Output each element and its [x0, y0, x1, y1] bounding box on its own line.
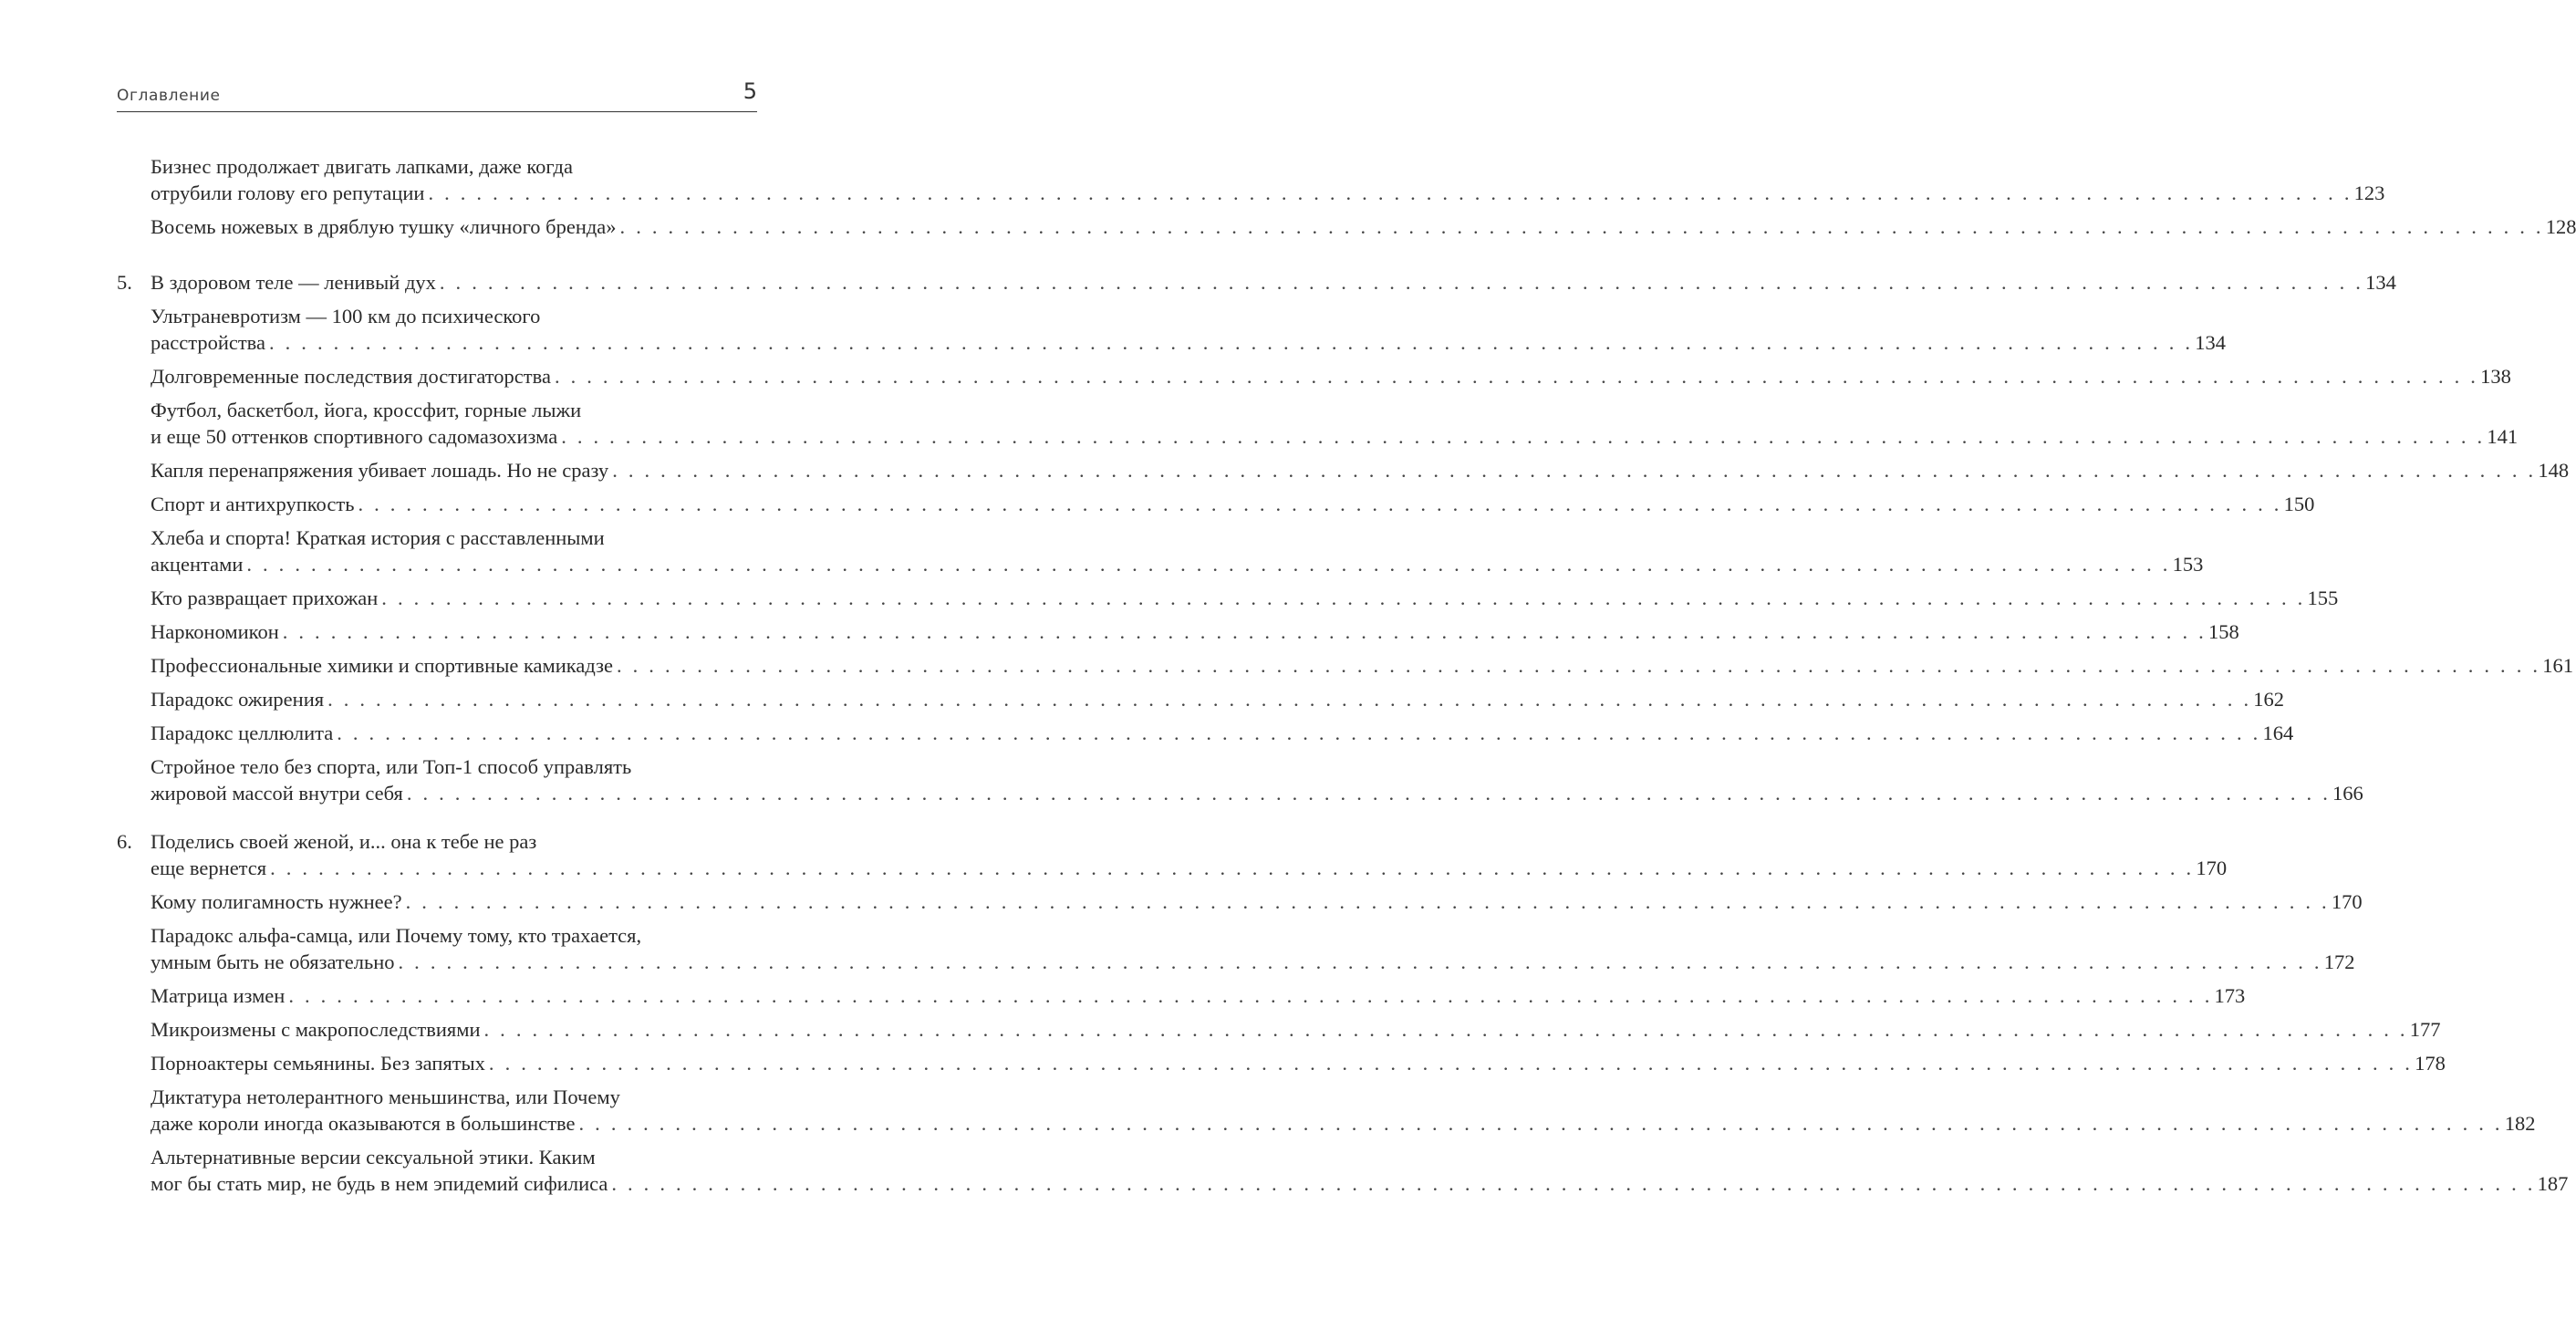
dot-leader: . . . . . . . . . . . . . . . . . . . . . . . . . . . . . . . . . . . . . . . . . . . . . . . . . . . . . . . . . . . . . . . . . . . . . . . . . . . . . . . . . . . . . . . . . . . . . . . . . . . . . . . . . . . . . . . . . . . . . . . . — [439, 271, 2364, 294]
toc-entry-title: Кому полигамность нужнее? — [151, 890, 402, 913]
toc-page-number: 172 — [2323, 950, 2355, 973]
toc-entry-title: Парадокс альфа-самца, или Почему тому, кто трахается, — [151, 924, 642, 947]
toc-entry — [117, 213, 2576, 240]
toc-entry-title: мог бы стать мир, не будь в нем эпидемий сифилиса — [151, 1172, 608, 1195]
dot-leader: . . . . . . . . . . . . . . . . . . . . . . . . . . . . . . . . . . . . . . . . . . . . . . . . . . . . . . . . . . . . . . . . . . . . . . . . . . . . . . . . . . . . . . . . . . . . . . . . . . . . . . . . . . . . . . . . . . . . . . . . — [288, 984, 2213, 1007]
toc-entry-title: еще вернется — [151, 857, 267, 879]
toc-page-number: 134 — [2365, 271, 2396, 294]
dot-leader: . . . . . . . . . . . . . . . . . . . . . . . . . . . . . . . . . . . . . . . . . . . . . . . . . . . . . . . . . . . . . . . . . . . . . . . . . . . . . . . . . . . . . . . . . . . . . . . . . . . . . . . . . . . . . . . . . . . . . . . . — [611, 1172, 2536, 1195]
dot-leader: . . . . . . . . . . . . . . . . . . . . . . . . . . . . . . . . . . . . . . . . . . . . . . . . . . . . . . . . . . . . . . . . . . . . . . . . . . . . . . . . . . . . . . . . . . . . . . . . . . . . . . . . . . . . . . . . . . . . . . . . — [554, 365, 2479, 388]
toc-entry — [117, 720, 2294, 746]
toc-entry-title: Кто развращает прихожан — [151, 587, 379, 609]
toc-entry-title: Стройное тело без спорта, или Топ-1 способ управлять — [151, 755, 632, 778]
chapter-number: 6. — [117, 830, 132, 853]
dot-leader: . . . . . . . . . . . . . . . . . . . . . . . . . . . . . . . . . . . . . . . . . . . . . . . . . . . . . . . . . . . . . . . . . . . . . . . . . . . . . . . . . . . . . . . . . . . . . . . . . . . . . . . . . . . . . . . . . . . . . . . . — [270, 857, 2195, 879]
dot-leader: . . . . . . . . . . . . . . . . . . . . . . . . . . . . . . . . . . . . . . . . . . . . . . . . . . . . . . . . . . . . . . . . . . . . . . . . . . . . . . . . . . . . . . . . . . . . . . . . . . . . . . . . . . . . . . . . . . . . . . . . — [398, 950, 2322, 973]
dot-leader: . . . . . . . . . . . . . . . . . . . . . . . . . . . . . . . . . . . . . . . . . . . . . . . . . . . . . . . . . . . . . . . . . . . . . . . . . . . . . . . . . . . . . . . . . . . . . . . . . . . . . . . . . . . . . . . . . . . . . . . . — [617, 654, 2541, 677]
toc-entry — [117, 153, 2385, 206]
toc-page-number: 141 — [2487, 425, 2519, 448]
running-header — [117, 80, 757, 112]
toc-page-number: 123 — [2353, 182, 2385, 204]
dot-leader: . . . . . . . . . . . . . . . . . . . . . . . . . . . . . . . . . . . . . . . . . . . . . . . . . . . . . . . . . . . . . . . . . . . . . . . . . . . . . . . . . . . . . . . . . . . . . . . . . . . . . . . . . . . . . . . . . . . . . . . . — [488, 1052, 2414, 1075]
toc-entry-title: и еще 50 оттенков спортивного садомазохизма — [151, 425, 558, 448]
toc-entry-title: Матрица измен — [151, 984, 286, 1007]
toc-entry-title: Капля перенапряжения убивает лошадь. Но не сразу — [151, 459, 609, 482]
toc-page-number: 128 — [2545, 215, 2576, 238]
toc-entry — [117, 618, 2239, 645]
dot-leader: . . . . . . . . . . . . . . . . . . . . . . . . . . . . . . . . . . . . . . . . . . . . . . . . . . . . . . . . . . . . . . . . . . . . . . . . . . . . . . . . . . . . . . . . . . . . . . . . . . . . . . . . . . . . . . . . . . . . . . . . — [337, 722, 2261, 744]
toc-chapter — [117, 269, 2573, 806]
toc-entry — [117, 1084, 2536, 1137]
chapter-number: 5. — [117, 271, 132, 294]
toc-chapter-continued — [117, 153, 2576, 240]
toc-entry-title: Наркономикон — [151, 620, 279, 643]
dot-leader: . . . . . . . . . . . . . . . . . . . . . . . . . . . . . . . . . . . . . . . . . . . . . . . . . . . . . . . . . . . . . . . . . . . . . . . . . . . . . . . . . . . . . . . . . . . . . . . . . . . . . . . . . . . . . . . . . . . . . . . . — [483, 1018, 2408, 1041]
dot-leader: . . . . . . . . . . . . . . . . . . . . . . . . . . . . . . . . . . . . . . . . . . . . . . . . . . . . . . . . . . . . . . . . . . . . . . . . . . . . . . . . . . . . . . . . . . . . . . . . . . . . . . . . . . . . . . . . . . . . . . . . — [269, 331, 2194, 354]
toc-page-number: 155 — [2307, 587, 2339, 609]
toc-page-number: 178 — [2415, 1052, 2446, 1075]
toc-entry-title: Долговременные последствия достигаторства — [151, 365, 551, 388]
toc-entry — [117, 457, 2570, 483]
toc-page-number: 138 — [2480, 365, 2511, 388]
toc-page-number: 134 — [2195, 331, 2226, 354]
toc-page-number: 177 — [2409, 1018, 2441, 1041]
dot-leader: . . . . . . . . . . . . . . . . . . . . . . . . . . . . . . . . . . . . . . . . . . . . . . . . . . . . . . . . . . . . . . . . . . . . . . . . . . . . . . . . . . . . . . . . . . . . . . . . . . . . . . . . . . . . . . . . . . . . . . . . — [405, 890, 2330, 913]
dot-leader: . . . . . . . . . . . . . . . . . . . . . . . . . . . . . . . . . . . . . . . . . . . . . . . . . . . . . . . . . . . . . . . . . . . . . . . . . . . . . . . . . . . . . . . . . . . . . . . . . . . . . . . . . . . . . . . . . . . . . . . . — [619, 215, 2544, 238]
toc-page-number: 150 — [2283, 493, 2315, 515]
dot-leader: . . . . . . . . . . . . . . . . . . . . . . . . . . . . . . . . . . . . . . . . . . . . . . . . . . . . . . . . . . . . . . . . . . . . . . . . . . . . . . . . . . . . . . . . . . . . . . . . . . . . . . . . . . . . . . . . . . . . . . . . — [381, 587, 2306, 609]
toc-entry — [117, 1144, 2569, 1197]
toc-entry — [117, 585, 2339, 611]
toc-entry-title: умным быть не обязательно — [151, 950, 395, 973]
toc-entry — [117, 1016, 2441, 1043]
toc-entry — [117, 888, 2363, 915]
toc-entry — [117, 491, 2315, 517]
running-header-title: Оглавление — [117, 87, 221, 105]
page-number: 5 — [743, 78, 757, 104]
toc-page-number: 161 — [2542, 654, 2573, 677]
toc-entry — [117, 363, 2511, 390]
toc-entry — [117, 1050, 2446, 1076]
toc-entry — [117, 525, 2204, 577]
dot-leader: . . . . . . . . . . . . . . . . . . . . . . . . . . . . . . . . . . . . . . . . . . . . . . . . . . . . . . . . . . . . . . . . . . . . . . . . . . . . . . . . . . . . . . . . . . . . . . . . . . . . . . . . . . . . . . . . . . . . . . . . — [282, 620, 2207, 643]
toc-entry-title: Хлеба и спорта! Краткая история с расставленными — [151, 526, 605, 549]
toc-entry — [117, 269, 2396, 296]
toc-entry-title: даже короли иногда оказываются в большинстве — [151, 1112, 576, 1135]
dot-leader: . . . . . . . . . . . . . . . . . . . . . . . . . . . . . . . . . . . . . . . . . . . . . . . . . . . . . . . . . . . . . . . . . . . . . . . . . . . . . . . . . . . . . . . . . . . . . . . . . . . . . . . . . . . . . . . . . . . . . . . . — [561, 425, 2486, 448]
toc-page-number: 148 — [2538, 459, 2570, 482]
toc-entry-title: Диктатура нетолерантного меньшинства, или Почему — [151, 1086, 620, 1108]
toc-entry-title: отрубили голову его репутации — [151, 182, 425, 204]
toc-page-number: 164 — [2262, 722, 2294, 744]
toc-entry-title: Микроизмены с макропоследствиями — [151, 1018, 481, 1041]
dot-leader: . . . . . . . . . . . . . . . . . . . . . . . . . . . . . . . . . . . . . . . . . . . . . . . . . . . . . . . . . . . . . . . . . . . . . . . . . . . . . . . . . . . . . . . . . . . . . . . . . . . . . . . . . . . . . . . . . . . . . . . . — [612, 459, 2537, 482]
toc-entry — [117, 922, 2355, 975]
toc-entry — [117, 828, 2228, 881]
toc-entry — [117, 303, 2226, 356]
dot-leader: . . . . . . . . . . . . . . . . . . . . . . . . . . . . . . . . . . . . . . . . . . . . . . . . . . . . . . . . . . . . . . . . . . . . . . . . . . . . . . . . . . . . . . . . . . . . . . . . . . . . . . . . . . . . . . . . . . . . . . . . — [578, 1112, 2503, 1135]
toc-entry-title: В здоровом теле — ленивый дух — [151, 271, 436, 294]
toc-entry-title: жировой массой внутри себя — [151, 782, 403, 805]
toc-page-number: 187 — [2537, 1172, 2569, 1195]
toc-entry — [117, 397, 2519, 450]
toc-chapter — [117, 828, 2569, 1197]
toc-entry-title: Восемь ножевых в дряблую тушку «личного бренда» — [151, 215, 617, 238]
dot-leader: . . . . . . . . . . . . . . . . . . . . . . . . . . . . . . . . . . . . . . . . . . . . . . . . . . . . . . . . . . . . . . . . . . . . . . . . . . . . . . . . . . . . . . . . . . . . . . . . . . . . . . . . . . . . . . . . . . . . . . . . — [246, 553, 2171, 576]
toc-entry-title: Спорт и антихрупкость — [151, 493, 355, 515]
toc-page-number: 170 — [2196, 857, 2228, 879]
dot-leader: . . . . . . . . . . . . . . . . . . . . . . . . . . . . . . . . . . . . . . . . . . . . . . . . . . . . . . . . . . . . . . . . . . . . . . . . . . . . . . . . . . . . . . . . . . . . . . . . . . . . . . . . . . . . . . . . . . . . . . . . — [358, 493, 2282, 515]
toc-entry-title: Поделись своей женой, и... она к тебе не раз — [151, 830, 537, 853]
toc-entry — [117, 982, 2246, 1009]
toc-entry — [117, 686, 2285, 712]
toc-page-number: 166 — [2332, 782, 2363, 805]
table-of-contents — [117, 153, 2576, 1219]
toc-entry-title: Парадокс целлюлита — [151, 722, 334, 744]
toc-entry-title: Ультраневротизм — 100 км до психического — [151, 305, 541, 327]
toc-page-number: 162 — [2253, 688, 2285, 711]
toc-entry-title: Парадокс ожирения — [151, 688, 325, 711]
toc-entry — [117, 652, 2573, 679]
toc-entry-title: Профессиональные химики и спортивные камикадзе — [151, 654, 613, 677]
dot-leader: . . . . . . . . . . . . . . . . . . . . . . . . . . . . . . . . . . . . . . . . . . . . . . . . . . . . . . . . . . . . . . . . . . . . . . . . . . . . . . . . . . . . . . . . . . . . . . . . . . . . . . . . . . . . . . . . . . . . . . . . — [428, 182, 2353, 204]
toc-entry-title: Футбол, баскетбол, йога, кроссфит, горные лыжи — [151, 399, 582, 421]
dot-leader: . . . . . . . . . . . . . . . . . . . . . . . . . . . . . . . . . . . . . . . . . . . . . . . . . . . . . . . . . . . . . . . . . . . . . . . . . . . . . . . . . . . . . . . . . . . . . . . . . . . . . . . . . . . . . . . . . . . . . . . . — [327, 688, 2252, 711]
toc-page-number: 153 — [2172, 553, 2204, 576]
toc-entry-title: Порноактеры семьянины. Без запятых — [151, 1052, 485, 1075]
toc-entry-title: акцентами — [151, 553, 244, 576]
toc-entry-title: Альтернативные версии сексуальной этики. Каким — [151, 1146, 596, 1169]
toc-page-number: 173 — [2214, 984, 2246, 1007]
toc-entry — [117, 753, 2363, 806]
toc-entry-title: Бизнес продолжает двигать лапками, даже когда — [151, 155, 573, 178]
toc-page-number: 182 — [2504, 1112, 2536, 1135]
toc-entry-title: расстройства — [151, 331, 265, 354]
toc-page-number: 158 — [2207, 620, 2239, 643]
dot-leader: . . . . . . . . . . . . . . . . . . . . . . . . . . . . . . . . . . . . . . . . . . . . . . . . . . . . . . . . . . . . . . . . . . . . . . . . . . . . . . . . . . . . . . . . . . . . . . . . . . . . . . . . . . . . . . . . . . . . . . . . — [406, 782, 2332, 805]
toc-page-number: 170 — [2331, 890, 2363, 913]
